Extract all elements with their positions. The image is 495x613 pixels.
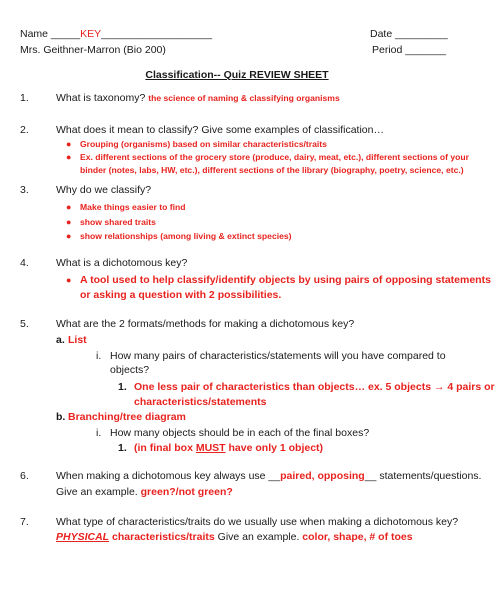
- period-line: Period _______: [372, 44, 447, 56]
- q4-bullet-line-2: or asking a question with 2 possibilities.: [80, 289, 282, 301]
- q5-a-1-line-1: [134, 381, 495, 393]
- q3-bullet-3: show relationships (among living & extinct species): [80, 231, 292, 241]
- q3-bullet-1: Make things easier to find: [80, 202, 186, 212]
- name-line: [20, 28, 212, 40]
- q5-a-i-line-1: How many pairs of characteristics/statements will you have compared to: [110, 350, 446, 362]
- bullet-icon: ●: [66, 152, 72, 162]
- q5-b-1-text: [134, 442, 323, 454]
- q7-example-label: Give an example.: [214, 531, 303, 543]
- q4-number: 4.: [20, 257, 29, 269]
- q6-pre: When making a dichotomous key always use __: [56, 470, 281, 482]
- q6-post: __ statements/questions.: [364, 470, 482, 482]
- q4-text: What is a dichotomous key?: [56, 257, 188, 269]
- q6-line-2: [56, 486, 233, 498]
- page-title: Classification-- Quiz REVIEW SHEET: [145, 69, 329, 81]
- q5-a-i-number: i.: [96, 350, 102, 362]
- q5-a-1-line-2: characteristics/statements: [134, 396, 267, 408]
- q5-a-1-number: 1.: [118, 381, 127, 393]
- name-label: Name _____: [20, 28, 81, 40]
- date-line: Date _________: [370, 28, 448, 40]
- q7-line-2: [56, 531, 413, 543]
- q6-example: green?/not green?: [140, 486, 233, 498]
- q5-b-label: b.: [56, 411, 66, 423]
- q5-a-1-pre: One less pair of characteristics than objects… ex. 5 objects: [134, 381, 434, 393]
- q5-b-text: Branching/tree diagram: [68, 411, 186, 423]
- q7-line-1: What type of characteristics/traits do we usually use when making a dichotomous key?: [56, 516, 459, 528]
- q5-text: What are the 2 formats/methods for making a dichotomous key?: [56, 318, 355, 330]
- q5-b-1-pre: (in final box: [134, 442, 196, 454]
- q3-bullet-2: show shared traits: [80, 217, 156, 227]
- q7-answer: characteristics/traits: [109, 531, 215, 543]
- q5-b-1-must: MUST: [195, 442, 226, 454]
- q3-number: 3.: [20, 184, 29, 196]
- q4-bullet-line-1: A tool used to help classify/identify objects by using pairs of opposing statements: [80, 274, 491, 286]
- q5-b-i-text: How many objects should be in each of the final boxes?: [110, 427, 370, 439]
- bullet-icon: ●: [66, 139, 72, 149]
- q5-a-label: a.: [56, 334, 65, 346]
- q6-line-1: [56, 470, 481, 482]
- q3-text: Why do we classify?: [56, 184, 152, 196]
- bullet-icon: ●: [66, 231, 72, 241]
- q1-answer: the science of naming & classifying organisms: [148, 93, 340, 103]
- q6-example-label: Give an example.: [56, 486, 141, 498]
- bullet-icon: ●: [66, 275, 72, 285]
- q6-number: 6.: [20, 470, 29, 482]
- q1-line: [56, 92, 340, 104]
- q1-text: What is taxonomy?: [56, 92, 146, 104]
- q2-bullet-1: Grouping (organisms) based on similar characteristics/traits: [80, 139, 327, 149]
- name-value: KEY: [80, 28, 102, 40]
- q5-b-1-post: have only 1 object): [225, 442, 324, 454]
- q5-b-1-number: 1.: [118, 442, 127, 454]
- q2-bullet-2-line-2: binder (notes, labs, HW, etc.), different sections of the library (biography, poetry, science, etc.): [80, 165, 464, 175]
- q2-bullet-2-line-1: Ex. different sections of the grocery store (produce, dairy, meat, etc.), different sections of your: [80, 152, 470, 162]
- bullet-icon: ●: [66, 217, 72, 227]
- name-tail: ___________________: [101, 28, 213, 40]
- q6-answer: paired, opposing: [280, 470, 365, 482]
- q7-example: color, shape, # of toes: [302, 531, 413, 543]
- q5-number: 5.: [20, 318, 29, 330]
- q5-a-text: List: [68, 334, 87, 346]
- q5-a-1-post: 4 pairs or: [444, 381, 495, 393]
- q1-number: 1.: [20, 92, 29, 104]
- q2-text: What does it mean to classify? Give some examples of classification…: [56, 124, 384, 136]
- right-arrow-icon: →: [433, 381, 445, 393]
- q5-b-i-number: i.: [96, 427, 102, 439]
- q7-physical: PHYSICAL: [56, 531, 110, 543]
- q7-number: 7.: [20, 516, 29, 528]
- q2-number: 2.: [20, 124, 29, 136]
- teacher-line: Mrs. Geithner-Marron (Bio 200): [20, 44, 166, 56]
- bullet-icon: ●: [66, 202, 72, 212]
- q5-a-i-line-2: objects?: [110, 364, 150, 376]
